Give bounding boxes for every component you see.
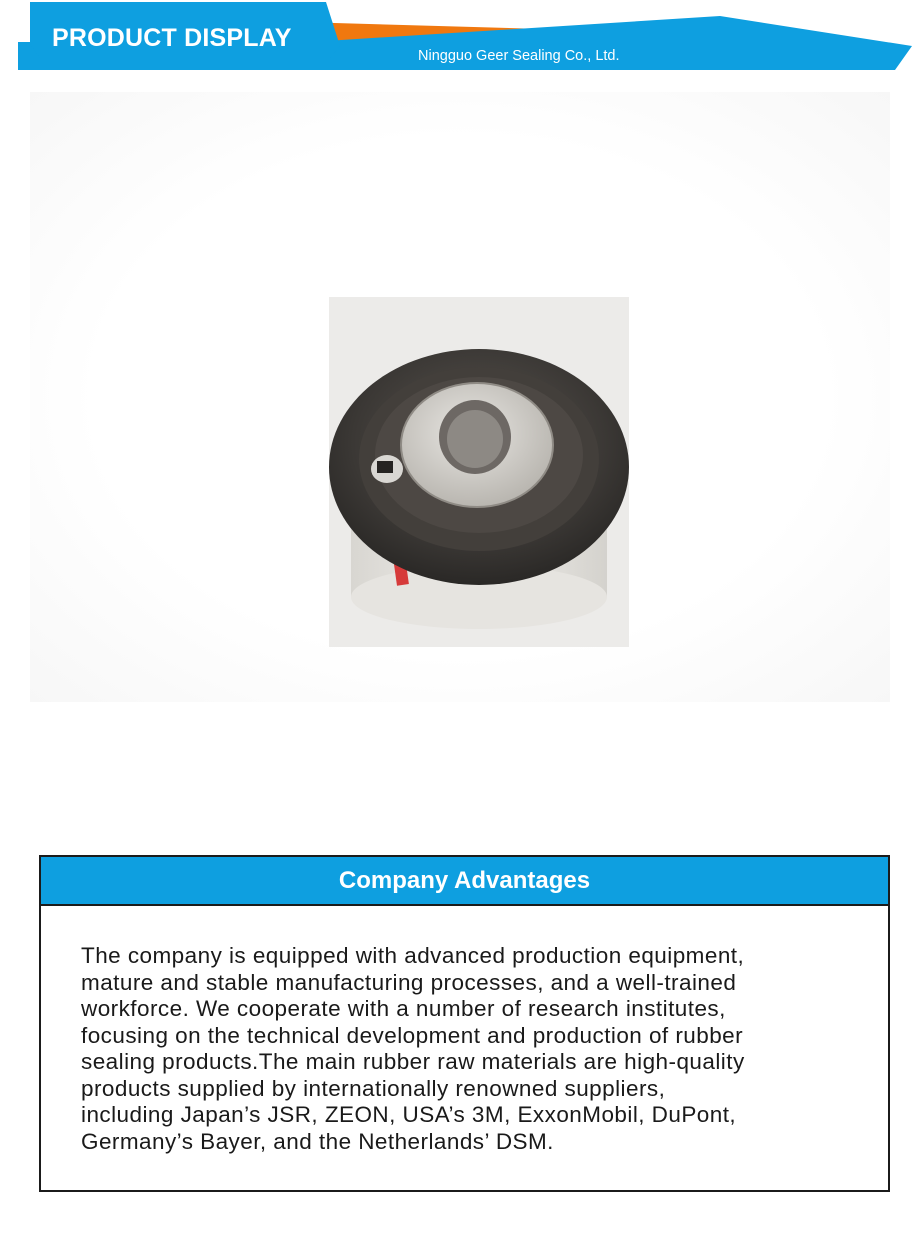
bushing-illustration bbox=[329, 297, 629, 647]
page-title: PRODUCT DISPLAY bbox=[52, 24, 292, 52]
advantages-line: products supplied by internationally renowned suppliers, bbox=[81, 1075, 666, 1101]
advantages-panel bbox=[39, 855, 890, 1192]
advantages-line: sealing products.The main rubber raw materials are high-quality bbox=[81, 1049, 745, 1074]
advantages-line: including Japan’s JSR, ZEON, USA’s 3M, ExxonMobil, DuPont, bbox=[81, 1102, 737, 1127]
advantages-line: mature and stable manufacturing processes, and a well-trained bbox=[81, 969, 737, 995]
advantages-line: Germany’s Bayer, and the Netherlands’ DSM. bbox=[81, 1128, 554, 1154]
advantages-line: The company is equipped with advanced production equipment, bbox=[81, 943, 745, 968]
advantages-text bbox=[81, 943, 871, 1155]
advantages-line: focusing on the technical development and production of rubber bbox=[81, 1022, 744, 1048]
company-name: Ningguo Geer Sealing Co., Ltd. bbox=[418, 48, 620, 64]
advantages-title: Company Advantages bbox=[338, 867, 591, 894]
header-banner bbox=[0, 0, 915, 80]
advantages-header bbox=[41, 857, 888, 906]
advantages-line: workforce. We cooperate with a number of research institutes, bbox=[81, 996, 726, 1021]
product-image bbox=[329, 297, 629, 647]
